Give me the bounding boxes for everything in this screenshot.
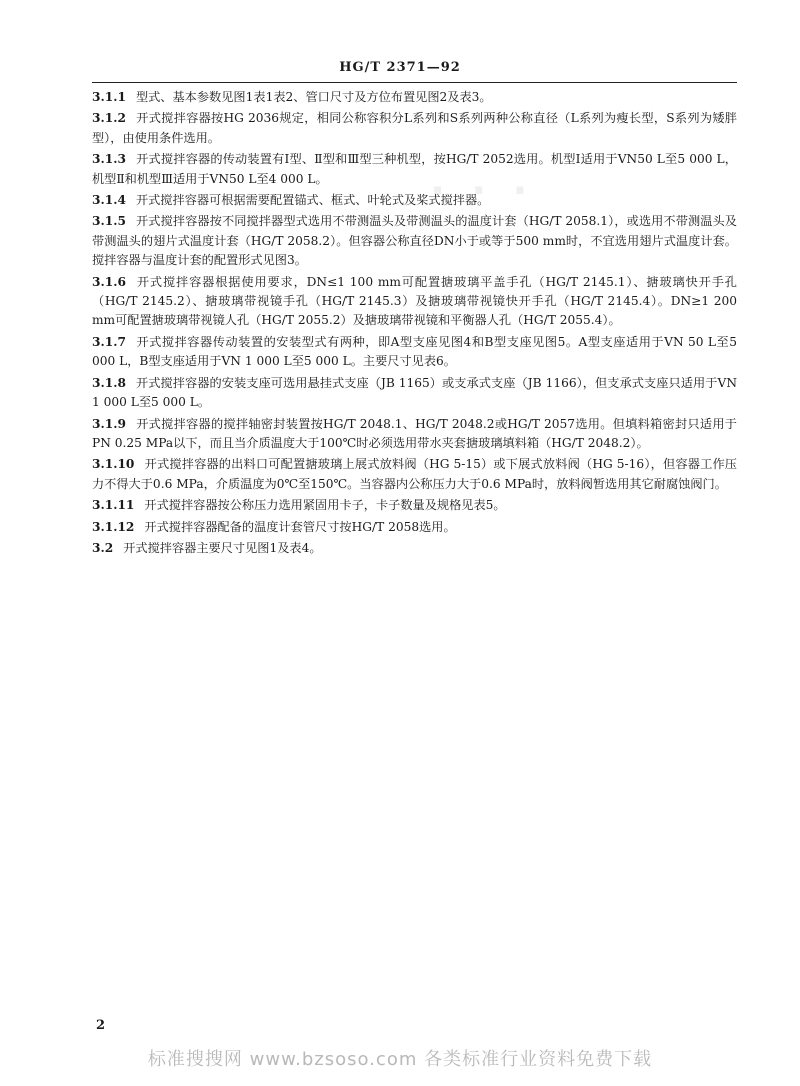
- standard-number-header: HG/T 2371—92: [339, 60, 461, 75]
- paragraph: [92, 191, 737, 210]
- paragraph: [92, 539, 737, 558]
- paragraph: [92, 273, 737, 331]
- paragraph: [92, 109, 737, 148]
- clause-number: 3.1.2: [92, 111, 126, 126]
- clause-number: 3.1.9: [92, 416, 126, 431]
- clause-number: 3.1.4: [92, 193, 126, 208]
- paragraph: [92, 88, 737, 107]
- clause-text: 开式搅拌容器按公称压力选用紧固用卡子，卡子数量及规格见表5。: [144, 498, 506, 513]
- clause-number: 3.1.10: [92, 457, 135, 472]
- site-footer-banner: 标准搜搜网 www.bzsoso.com 各类标准行业资料免费下载: [147, 1049, 653, 1070]
- clause-text: 开式搅拌容器根据使用要求，DN≤1 100 mm可配置搪玻璃平盖手孔（HG/T 2145.1）、搪玻璃快开手孔（HG/T 2145.2）、搪玻璃带视镜手孔（HG/T 2145.3）及搪玻璃带视镜快开手孔（HG/T 2145.4）。DN≥1 200 mm可配置搪玻璃带视镜人孔（HG/T 2055.2）及搪玻璃带视镜和平衡器人孔（HG/T 2055.4）。: [92, 274, 737, 328]
- clause-number: 3.1.11: [92, 498, 135, 513]
- clause-text: 开式搅拌容器的传动装置有Ⅰ型、Ⅱ型和Ⅲ型三种机型，按HG/T 2052选用。机型Ⅰ适用于VN50 L至5 000 L，机型Ⅱ和机型Ⅲ适用于VN50 L至4 000 L。: [92, 152, 737, 186]
- clause-text: 开式搅拌容器主要尺寸见图1及表4。: [123, 540, 322, 555]
- paragraph: [92, 212, 737, 270]
- clause-number: 3.1.6: [92, 274, 126, 289]
- clause-number: 3.1.8: [92, 375, 126, 390]
- page-number: 2: [96, 1018, 106, 1033]
- paragraph: [92, 374, 737, 413]
- clause-text: 开式搅拌容器配备的温度计套管尺寸按HG/T 2058选用。: [144, 519, 456, 534]
- clause-text: 开式搅拌容器的出料口可配置搪玻璃上展式放料阀（HG 5-15）或下展式放料阀（HG 5-16），但容器工作压力不得大于0.6 MPa，介质温度为0℃至150℃。当容器内公称压力大于0.6 MPa时，放料阀暂选用其它耐腐蚀阀门。: [92, 457, 737, 491]
- clause-text: 开式搅拌容器传动装置的安装型式有两种，即A型支座见图4和B型支座见图5。A型支座适用于VN 50 L至5 000 L，B型支座适用于VN 1 000 L至5 000 L。主要尺寸见表6。: [92, 334, 737, 369]
- clause-text: 开式搅拌容器可根据需要配置锚式、框式、叶轮式及桨式搅拌器。: [135, 193, 490, 208]
- clause-text: 开式搅拌容器按HG 2036规定，相同公称容积分L系列和S系列两种公称直径（L系列为瘦长型，S系列为矮胖型），由使用条件选用。: [92, 111, 737, 145]
- clause-text: 型式、基本参数见图1表1表2、管口尺寸及方位布置见图2及表3。: [135, 90, 492, 104]
- paragraph: [92, 518, 737, 537]
- clause-number: 3.1.5: [92, 214, 126, 229]
- faint-watermark: · · ·: [430, 168, 534, 214]
- paragraph: [92, 333, 737, 372]
- paragraph: [92, 455, 737, 494]
- paragraph: [92, 415, 737, 454]
- clause-number: 3.1.7: [92, 334, 126, 349]
- paragraph: [92, 496, 737, 515]
- document-body: [92, 88, 737, 560]
- clause-text: 开式搅拌容器的安装支座可选用悬挂式支座（JB 1165）或支承式支座（JB 1166），但支承式支座只适用于VN 1 000 L至5 000 L。: [92, 375, 737, 410]
- clause-number: 3.1.3: [92, 152, 126, 167]
- clause-number: 3.1.1: [92, 90, 126, 104]
- clause-number: 3.1.12: [92, 519, 135, 534]
- paragraph: [92, 150, 737, 189]
- clause-text: 开式搅拌容器按不同搅拌器型式选用不带测温头及带测温头的温度计套（HG/T 2058.1），或选用不带测温头及带测温头的翅片式温度计套（HG/T 2058.2）。但容器公称直径DN小于或等于500 mm时，不宜选用翅片式温度计套。搅拌容器与温度计套的配置形式见图3。: [92, 214, 737, 268]
- header-divider: [92, 82, 737, 83]
- clause-number: 3.2: [92, 540, 114, 555]
- clause-text: 开式搅拌容器的搅拌轴密封装置按HG/T 2048.1、HG/T 2048.2或HG/T 2057选用。但填料箱密封只适用于PN 0.25 MPa以下，而且当介质温度大于100℃时必须选用带水夹套搪玻璃填料箱（HG/T 2048.2）。: [92, 416, 737, 450]
